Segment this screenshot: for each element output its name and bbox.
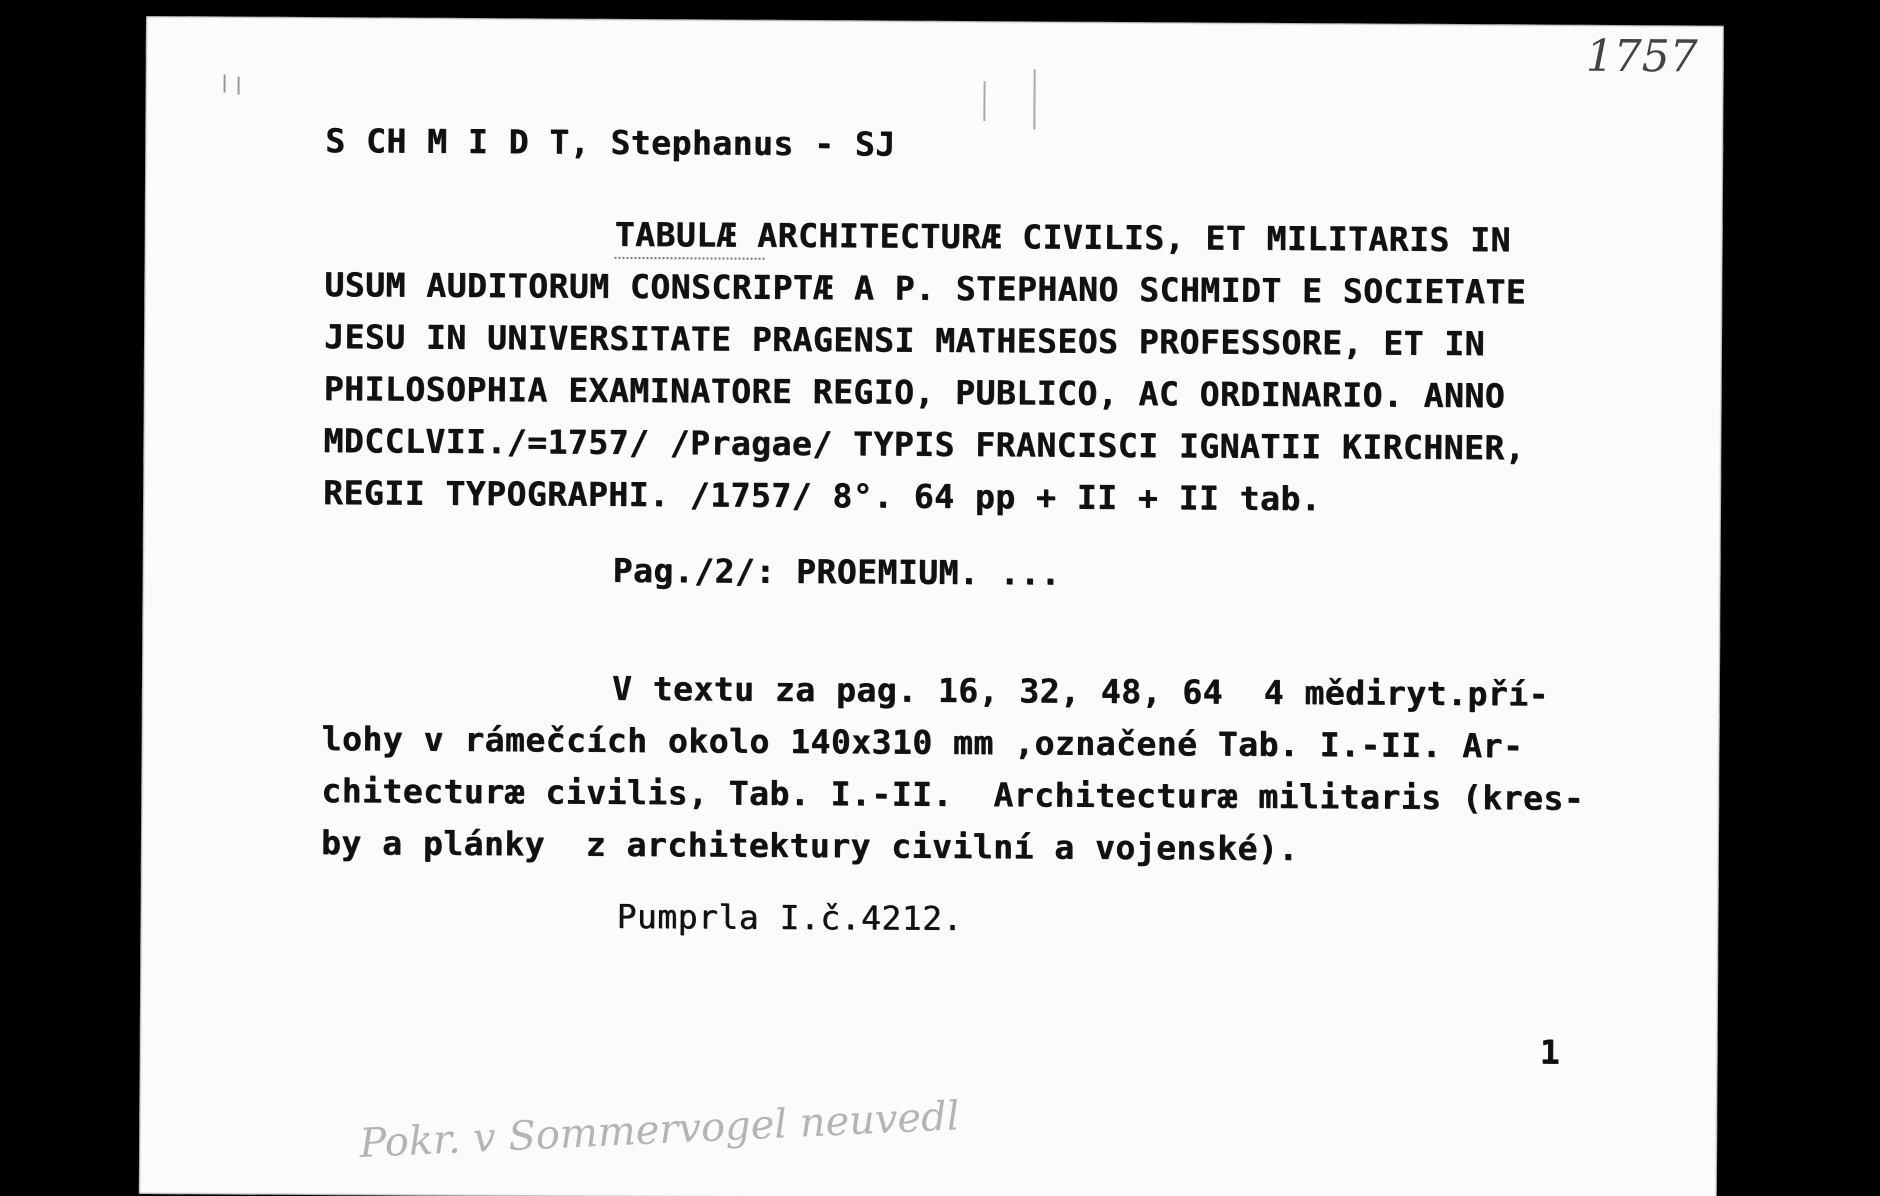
title-line-4: PHILOSOPHIA EXAMINATORE REGIO, PUBLICO, AC ORDINARIO. ANNO [323, 369, 1506, 416]
handwritten-year: 1757 [1585, 30, 1698, 83]
pencil-mark [224, 74, 226, 92]
pencil-mark [983, 81, 985, 121]
page-note: Pag./2/: PROEMIUM. ... [612, 550, 1061, 593]
title-underline [615, 257, 765, 260]
title-line-3: JESU IN UNIVERSITATE PRAGENSI MATHESEOS PROFESSORE, ET IN [323, 317, 1486, 364]
catalog-card [139, 16, 1724, 1196]
handwritten-marginal-note: Pokr. v Sommervogel neuvedl [358, 1093, 961, 1168]
description-line-1: V textu za pag. 16, 32, 48, 64 4 mědiryt.pří- [611, 668, 1549, 714]
author-heading: S CH M I D T, Stephanus - SJ [325, 121, 896, 164]
description-line-2: lohy v rámečcích okolo 140x310 mm ,označené Tab. I.-II. Ar- [321, 719, 1524, 766]
title-line-2: USUM AUDITORUM CONSCRIPTÆ A P. STEPHANO SCHMIDT E SOCIETATE [324, 265, 1527, 312]
title-line-5: MDCCLVII./=1757/ /Pragae/ TYPIS FRANCISCI IGNATII KIRCHNER, [323, 421, 1526, 468]
title-line-1: TABULÆ ARCHITECTURÆ CIVILIS, ET MILITARIS IN [614, 214, 1511, 260]
description-line-4: by a plánky z architektury civilní a vojenské). [320, 823, 1299, 869]
title-line-6: REGII TYPOGRAPHI. /1757/ 8°. 64 pp + II + II tab. [322, 473, 1322, 519]
card-page-number: 1 [1539, 1032, 1561, 1072]
bibliographic-reference: Pumprla I.č.4212. [616, 896, 963, 939]
description-line-3: chitecturæ civilis, Tab. I.-II. Architecturæ militaris (kres- [321, 771, 1585, 818]
pencil-mark [238, 77, 240, 95]
pencil-mark [1033, 69, 1035, 129]
